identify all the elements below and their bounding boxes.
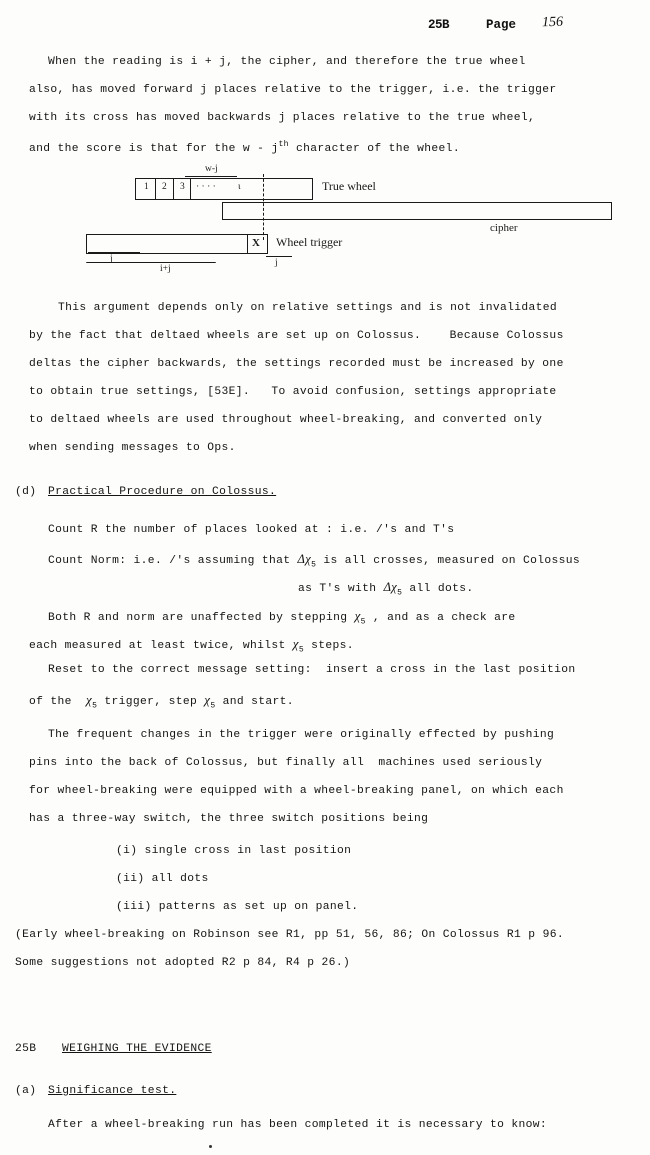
paragraph-2-line-2: by the fact that deltaed wheels are set up on Colossus. Because Colossus [29, 330, 564, 342]
section-d-line-10: for wheel-breaking were equipped with a wheel-breaking panel, on which each [29, 785, 564, 797]
paragraph-2-line-3: deltas the cipher backwards, the settings recorded must be increased by one [29, 358, 564, 370]
d-l4-part-b: , and as a check are [365, 612, 516, 624]
d-l7-part-a: of the [29, 696, 87, 708]
section-25b-title: WEIGHING THE EVIDENCE [62, 1043, 212, 1055]
paragraph-1-line-4 [29, 140, 460, 155]
d-l3-delta-chi: Δχ [383, 580, 398, 594]
page-header [0, 14, 650, 40]
true-wheel-cell-2: 2 [162, 182, 167, 192]
true-wheel-cell-last: ι [238, 182, 241, 192]
d-l7-chi-2: χ [204, 692, 211, 707]
reference-line-1: (Early wheel-breaking on Robinson see R1, pp 51, 56, 86; On Colossus R1 p 96. [15, 929, 564, 941]
cipher-box [222, 202, 612, 220]
d-l7-part-c: and start. [215, 696, 294, 708]
d-l2-delta-chi: Δχ [297, 552, 312, 566]
section-d-label: (d) [15, 486, 37, 498]
section-d-line-8: The frequent changes in the trigger were originally effected by pushing [48, 729, 555, 741]
d-l4-subscript: 5 [360, 617, 366, 627]
section-d-title: Practical Procedure on Colossus. [48, 486, 277, 498]
true-wheel-cell-3: 3 [180, 182, 185, 192]
header-page-label: Page [486, 18, 517, 32]
d-l2-part-b: is all crosses, measured on Colossus [316, 555, 581, 567]
switch-option-ii: (ii) all dots [116, 873, 209, 885]
wheel-trigger-label: Wheel trigger [276, 235, 343, 249]
brace-j-left-label: j [110, 254, 113, 264]
d-l7-subscript-1: 5 [92, 701, 98, 711]
section-d-line-1: Count R the number of places looked at : i.e. /'s and T's [48, 524, 455, 536]
paragraph-1-line-2: also, has moved forward j places relative to the trigger, i.e. the trigger [29, 84, 557, 96]
section-d-line-3 [298, 580, 474, 597]
d-l2-subscript: 5 [311, 560, 317, 570]
cipher-label: cipher [490, 222, 518, 234]
p1-l4-superscript: th [278, 140, 289, 149]
section-25b-body-line-1: After a wheel-breaking run has been completed it is necessary to know: [48, 1119, 548, 1131]
paragraph-1-line-1: When the reading is i + j, the cipher, and therefore the true wheel [48, 56, 526, 68]
true-wheel-cell-dots: · · · · [196, 182, 216, 192]
paragraph-2-line-5: to deltaed wheels are used throughout wheel-breaking, and converted only [29, 414, 543, 426]
paragraph-1-line-3: with its cross has moved backwards j places relative to the true wheel, [29, 112, 536, 124]
trigger-cell-separator [247, 234, 248, 254]
cell-separator-1 [155, 178, 156, 200]
paragraph-2-line-6: when sending messages to Ops. [29, 442, 236, 454]
d-l5-subscript: 5 [298, 645, 305, 655]
true-wheel-label: True wheel [322, 179, 376, 193]
section-d-line-9: pins into the back of Colossus, but finally all machines used seriously [29, 757, 543, 769]
switch-option-iii: (iii) patterns as set up on panel. [116, 901, 359, 913]
cell-separator-3 [190, 178, 191, 200]
paragraph-2-line-1: This argument depends only on relative settings and is not invalidated [58, 302, 558, 314]
section-d-line-5 [29, 636, 354, 654]
brace-j-left-bar [88, 252, 140, 253]
w-minus-j-label: w-j [205, 164, 218, 174]
page-dot-mark [209, 1145, 212, 1148]
d-l4-part-a: Both R and norm are unaffected by stepping [48, 612, 355, 624]
trigger-cross-mark: X [252, 237, 260, 249]
d-l4-chi: χ [354, 608, 361, 623]
section-25b-sub-title: Significance test. [48, 1085, 177, 1097]
p1-l4-part-b: character of the wheel. [288, 142, 460, 155]
section-d-line-7 [29, 692, 294, 710]
brace-j-right-label: j [275, 258, 278, 268]
section-d-line-6: Reset to the correct message setting: insert a cross in the last position [48, 664, 576, 676]
reference-line-2: Some suggestions not adopted R2 p 84, R4 p 26.) [15, 957, 351, 969]
d-l2-part-a: Count Norm: i.e. /'s assuming that [48, 555, 298, 567]
cell-separator-2 [173, 178, 174, 200]
d-l3-subscript: 5 [397, 588, 403, 598]
d-l3-part-b: all dots. [402, 583, 474, 595]
section-d-line-11: has a three-way switch, the three switch positions being [29, 813, 429, 825]
true-wheel-cell-1: 1 [144, 182, 149, 192]
d-l5-part-a: each measured at least twice, whilst [29, 640, 293, 652]
d-l5-part-b: steps. [304, 640, 354, 652]
header-page-number: 156 [541, 14, 564, 31]
section-d-line-2 [48, 552, 580, 569]
d-l7-part-b: trigger, step [97, 696, 205, 708]
paragraph-2-line-4: to obtain true settings, [53E]. To avoid confusion, settings appropriate [29, 386, 557, 398]
header-section-number: 25B [428, 18, 450, 32]
brace-i-plus-j-label: i+j [160, 264, 171, 274]
section-25b-number: 25B [15, 1043, 37, 1055]
wheel-trigger-diagram [0, 164, 650, 283]
d-l7-subscript-2: 5 [210, 701, 216, 711]
d-l5-chi: χ [292, 636, 299, 651]
p1-l4-part-a: and the score is that for the w - j [29, 142, 279, 155]
brace-j-right-bar [266, 256, 292, 257]
w-minus-j-bracket [185, 176, 237, 177]
d-l7-chi-1: χ [86, 692, 93, 707]
switch-option-i: (i) single cross in last position [116, 845, 352, 857]
section-d-line-4 [48, 608, 516, 626]
wheel-trigger-box [86, 234, 268, 254]
section-25b-sub-label: (a) [15, 1085, 37, 1097]
d-l3-part-a: as T's with [298, 583, 384, 595]
brace-i-plus-j-bar [86, 262, 216, 263]
